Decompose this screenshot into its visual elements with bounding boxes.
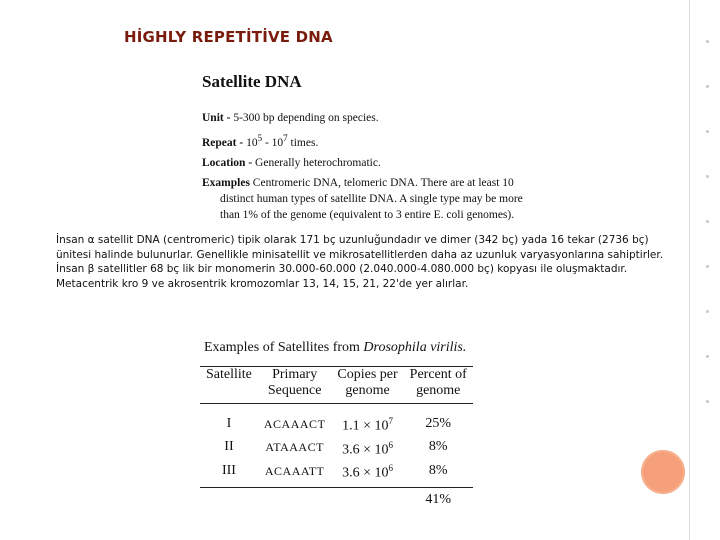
frame-dot	[706, 400, 709, 403]
frame-dot	[706, 85, 709, 88]
col-subheader-satellite	[200, 383, 258, 404]
repeat-text: $10^5 - 10^7$ times.	[246, 133, 319, 149]
col-subheader-sequence: Sequence	[258, 383, 332, 404]
examples-line	[202, 175, 580, 191]
drosophila-table-block	[200, 340, 473, 509]
slide-title: HİGHLY REPETİTİVE DNA	[124, 28, 333, 46]
decorative-circle	[641, 450, 685, 494]
frame-dot	[706, 40, 709, 43]
table-row: I ACAAACT $1.1 \times 10^7$ 25%	[226, 415, 452, 434]
table-title: Examples of Satellites from Drosophila virilis.	[204, 340, 467, 355]
table-row: III ACAAATT $3.6 \times 10^6$ 8%	[221, 463, 448, 481]
examples-label: Examples	[202, 176, 250, 189]
col-subheader-copies: genome	[331, 383, 403, 404]
frame-dot	[706, 310, 709, 313]
frame-dot	[706, 355, 709, 358]
slide-frame-right	[689, 0, 720, 540]
col-header-satellite: Satellite	[200, 367, 258, 384]
satellite-title: Satellite DNA	[202, 72, 302, 91]
frame-dot	[706, 220, 709, 223]
col-subheader-percent: genome	[404, 383, 473, 404]
unit-line	[202, 110, 580, 126]
examples-text-3: than 1% of the genome (equivalent to 3 entire E. coli genomes).	[220, 208, 515, 221]
examples-text-1: Centromeric DNA, telomeric DNA. There are at least 10	[252, 176, 514, 189]
frame-dot	[706, 265, 709, 268]
table-row: II ATAAACT $3.6 \times 10^6$ 8%	[224, 439, 448, 458]
satellite-dna-box	[200, 72, 580, 223]
col-header-sequence: Primary	[258, 367, 332, 384]
table-total-row	[200, 487, 473, 509]
location-label: Location -	[202, 156, 253, 169]
unit-text: 5-300 bp depending on species.	[233, 112, 379, 124]
col-header-copies: Copies per	[331, 367, 403, 384]
repeat-line	[202, 130, 580, 151]
frame-dot	[706, 175, 709, 178]
location-text: Generally heterochromatic.	[255, 156, 381, 169]
examples-text-2: distinct human types of satellite DNA. A single type may be more	[220, 192, 523, 205]
total-percent: 41%	[404, 487, 473, 509]
location-line	[202, 155, 580, 171]
frame-dot	[706, 130, 709, 133]
alpha-satellite-text: İnsan α satellit DNA (centromeric) tipik olarak 171 bç uzunluğundadır ve dimer (342 bç) yada 16 tekar (2736 bç) ünitesi halinde bulunurlar. Genellikle minisatellit ve mikrosatellitlerden daha az uzunluk varyasyonlarına sahiptirler.	[56, 234, 664, 261]
beta-satellite-text: İnsan β satellitler 68 bç lik bir monomerin 30.000-60.000 (2.040.000-4.080.000 bç) kopyası ile oluşmaktadır. Metacentrik kro 9 ve akrosentrik kromozomlar 13, 14, 15, 21, 22'de yer alırlar.	[56, 263, 628, 290]
turkish-paragraph	[56, 233, 686, 291]
unit-label: Unit -	[202, 112, 231, 124]
satellite-table	[200, 366, 473, 509]
repeat-label: Repeat -	[202, 136, 244, 149]
col-header-percent: Percent of	[404, 367, 473, 384]
